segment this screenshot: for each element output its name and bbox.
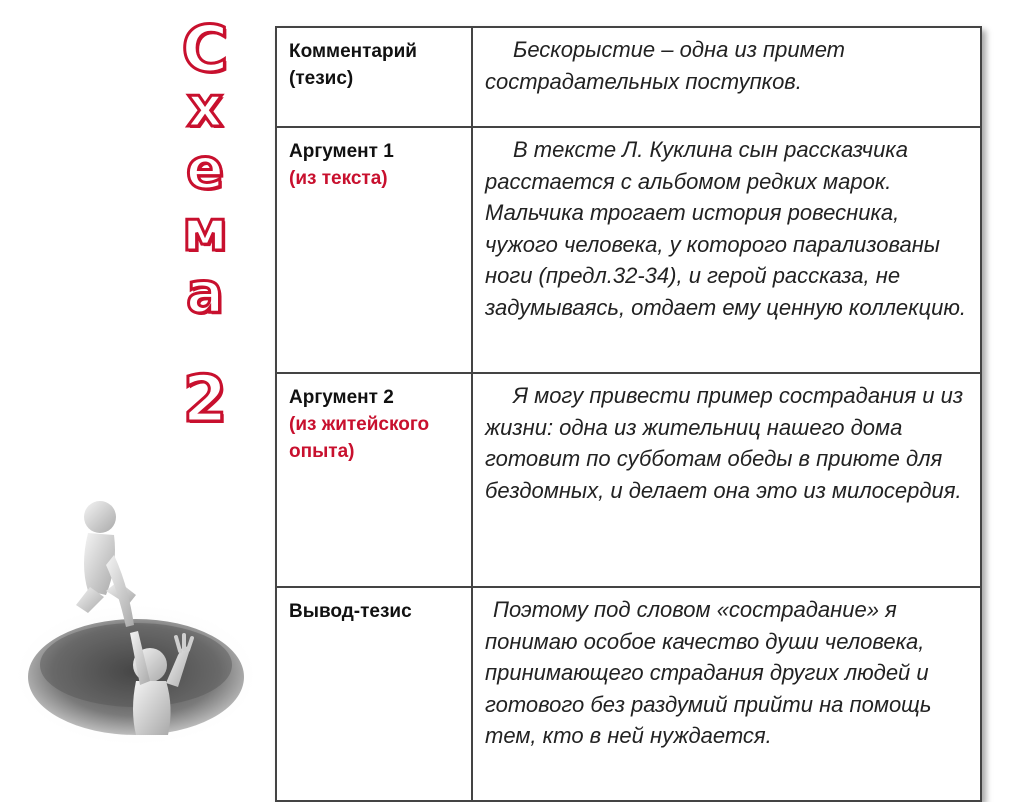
row-source-note: (из житейского опыта) (289, 414, 430, 462)
title-number: 2 (182, 363, 228, 437)
row-text-cell (472, 587, 981, 801)
row-text-cell (472, 127, 981, 373)
vertical-title (160, 13, 250, 438)
row-text: В тексте Л. Куклина сын рассказчика расстается с альбомом редких марок. Мальчика трогает история ровесника, чужого человека, у которого парализованы ноги (предл.32-34), и герой рассказа, не задумываясь, отдает ему ценную коллекцию. (485, 137, 966, 320)
helping-hand-figures-icon (18, 495, 268, 760)
row-text: Поэтому под словом «сострадание» я понимаю особое качество души человека, принимающего страдания других людей и готового без раздумий прийти на помощь тем, кто в ней нуждается. (485, 597, 932, 748)
row-label: Комментарий (тезис) (289, 41, 417, 89)
row-text-cell (472, 373, 981, 587)
table-row (276, 127, 981, 373)
row-source-note: (из текста) (289, 168, 388, 189)
table-row (276, 587, 981, 801)
title-letter: а (186, 261, 224, 326)
table-row (276, 27, 981, 127)
row-label-cell (276, 27, 472, 127)
title-letter: х (186, 75, 224, 140)
row-label: Аргумент 2 (289, 387, 394, 408)
row-label-cell (276, 587, 472, 801)
row-label-cell (276, 373, 472, 587)
title-letter: С (181, 13, 229, 87)
row-text: Я могу привести пример сострадания и из жизни: одна из жительниц нашего дома готовит по субботам обеды в приюте для бездомных, и делает она это из милосердия. (485, 383, 964, 503)
table-row (276, 373, 981, 587)
title-letter: е (186, 137, 224, 202)
title-letter: м (182, 199, 228, 264)
row-label: Аргумент 1 (289, 141, 394, 162)
argument-scheme-table (275, 26, 982, 802)
row-label-cell (276, 127, 472, 373)
row-text-cell (472, 27, 981, 127)
row-text: Бескорыстие – одна из примет сострадательных поступков. (485, 37, 846, 94)
row-label: Вывод-тезис (289, 601, 412, 622)
